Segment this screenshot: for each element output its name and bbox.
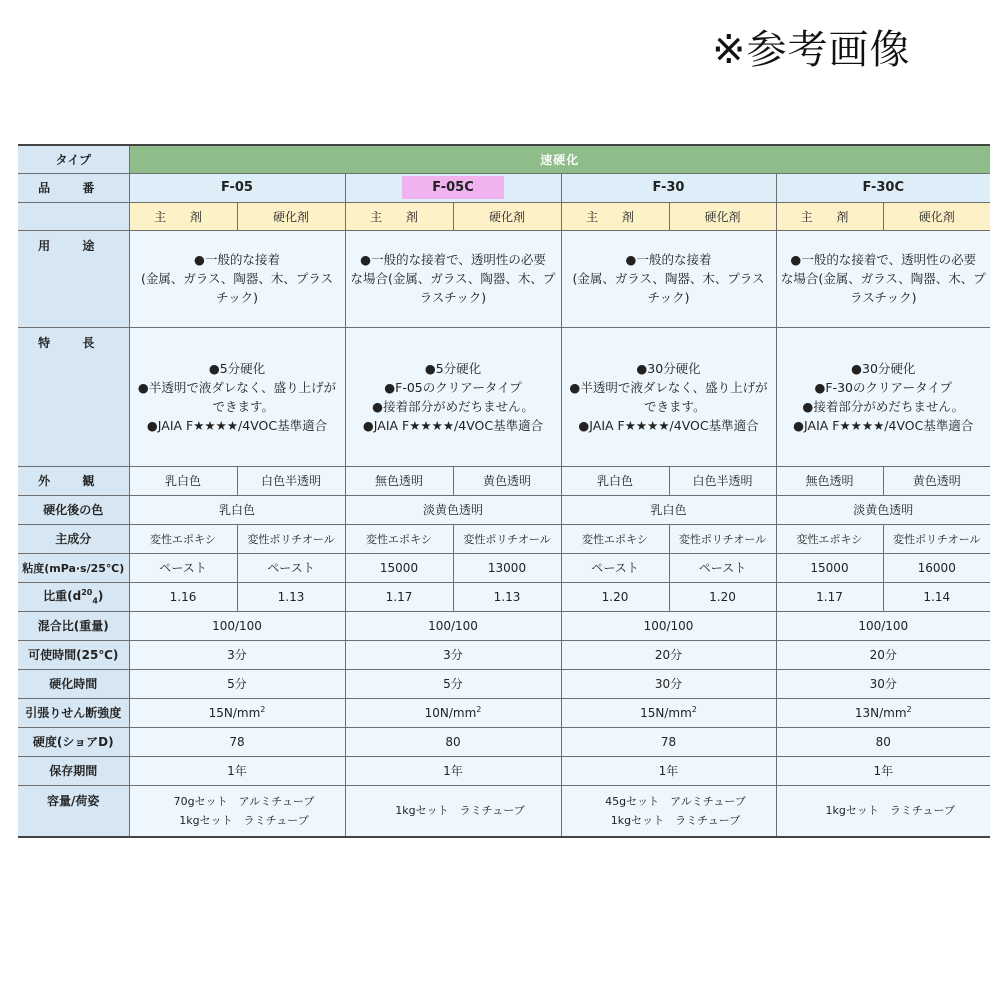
label-cure-time: 硬化時間	[18, 669, 129, 698]
tensile-value: $15N/mm^2$	[561, 698, 776, 727]
agent-main-label: 主 剤	[345, 202, 453, 230]
label-feature: 特 長	[18, 327, 129, 466]
appearance-value: 無色透明	[345, 466, 453, 495]
cured-color-value: 淡黄色透明	[345, 495, 561, 524]
component-value: 変性ポリチオール	[453, 524, 561, 553]
viscosity-value: ペースト	[129, 553, 237, 582]
package-text: 45gセット アルミチューブ 1kgセット ラミチューブ	[561, 785, 776, 837]
cured-color-value: 淡黄色透明	[776, 495, 990, 524]
product-code: F-30C	[776, 173, 990, 202]
row-main-component	[18, 524, 990, 553]
pot-life-value: 3分	[129, 640, 345, 669]
spec-table	[18, 144, 990, 838]
hardness-value: 80	[345, 727, 561, 756]
viscosity-value: 15000	[776, 553, 883, 582]
label-product: 品 番	[18, 173, 129, 202]
hardness-value: 78	[561, 727, 776, 756]
specific-gravity-value: 1.16	[129, 582, 237, 611]
label-mix-ratio: 混合比(重量)	[18, 611, 129, 640]
product-code: F-05	[129, 173, 345, 202]
component-value: 変性エポキシ	[129, 524, 237, 553]
feature-text: ●5分硬化 ●半透明で液ダレなく、盛り上げが できます。 ●JAIA F★★★★/4VOC基準適合	[129, 327, 345, 466]
cure-time-value: 5分	[129, 669, 345, 698]
storage-value: 1年	[776, 756, 990, 785]
reference-image-label: ※参考画像	[712, 27, 911, 73]
product-code	[345, 173, 561, 202]
specific-gravity-value: 1.20	[669, 582, 776, 611]
component-value: 変性ポリチオール	[669, 524, 776, 553]
label-type: タイプ	[18, 145, 129, 173]
viscosity-value: 13000	[453, 553, 561, 582]
mix-ratio-value: 100/100	[345, 611, 561, 640]
label-storage: 保存期間	[18, 756, 129, 785]
mix-ratio-value: 100/100	[776, 611, 990, 640]
feature-text: ●30分硬化 ●半透明で液ダレなく、盛り上げが できます。 ●JAIA F★★★★/4VOC基準適合	[561, 327, 776, 466]
feature-text: ●30分硬化 ●F-30のクリアータイプ ●接着部分がめだちません。 ●JAIA F★★★★/4VOC基準適合	[776, 327, 990, 466]
hardness-value: 78	[129, 727, 345, 756]
row-use	[18, 230, 990, 327]
appearance-value: 無色透明	[776, 466, 883, 495]
label-specific-gravity: 比重$(d^{20}_4)$	[18, 582, 129, 611]
label-tensile: 引張りせん断強度	[18, 698, 129, 727]
row-appearance	[18, 466, 990, 495]
type-value: 速硬化	[129, 145, 990, 173]
label-use: 用 途	[18, 230, 129, 327]
cure-time-value: 5分	[345, 669, 561, 698]
use-text: ●一般的な接着 (金属、ガラス、陶器、木、プラス チック)	[129, 230, 345, 327]
tensile-value: $10N/mm^2$	[345, 698, 561, 727]
row-cure-time	[18, 669, 990, 698]
row-specific-gravity	[18, 582, 990, 611]
label-package: 容量/荷姿	[18, 785, 129, 837]
cure-time-value: 30分	[776, 669, 990, 698]
component-value: 変性ポリチオール	[883, 524, 990, 553]
use-text: ●一般的な接着で、透明性の必要 な場合(金属、ガラス、陶器、木、プ ラスチック)	[776, 230, 990, 327]
pot-life-value: 3分	[345, 640, 561, 669]
package-text: 1kgセット ラミチューブ	[345, 785, 561, 837]
mix-ratio-value: 100/100	[129, 611, 345, 640]
appearance-value: 白色半透明	[237, 466, 345, 495]
specific-gravity-value: 1.14	[883, 582, 990, 611]
specific-gravity-value: 1.17	[776, 582, 883, 611]
component-value: 変性エポキシ	[561, 524, 669, 553]
row-pot-life	[18, 640, 990, 669]
label-pot-life: 可使時間(25℃)	[18, 640, 129, 669]
label-hardness: 硬度(ショアD)	[18, 727, 129, 756]
row-tensile	[18, 698, 990, 727]
pot-life-value: 20分	[561, 640, 776, 669]
product-code-highlighted: F-05C	[402, 176, 504, 199]
row-feature	[18, 327, 990, 466]
specific-gravity-value: 1.20	[561, 582, 669, 611]
agent-hardener-label: 硬化剤	[669, 202, 776, 230]
row-cured-color	[18, 495, 990, 524]
feature-text: ●5分硬化 ●F-05のクリアータイプ ●接着部分がめだちません。 ●JAIA F★★★★/4VOC基準適合	[345, 327, 561, 466]
viscosity-value: ペースト	[669, 553, 776, 582]
specific-gravity-value: 1.13	[237, 582, 345, 611]
package-text: 70gセット アルミチューブ 1kgセット ラミチューブ	[129, 785, 345, 837]
cured-color-value: 乳白色	[129, 495, 345, 524]
tensile-value: $13N/mm^2$	[776, 698, 990, 727]
appearance-value: 乳白色	[129, 466, 237, 495]
agent-main-label: 主 剤	[776, 202, 883, 230]
component-value: 変性エポキシ	[776, 524, 883, 553]
package-text: 1kgセット ラミチューブ	[776, 785, 990, 837]
row-hardness	[18, 727, 990, 756]
component-value: 変性ポリチオール	[237, 524, 345, 553]
mix-ratio-value: 100/100	[561, 611, 776, 640]
row-storage	[18, 756, 990, 785]
label-main-component: 主成分	[18, 524, 129, 553]
agent-main-label: 主 剤	[129, 202, 237, 230]
cure-time-value: 30分	[561, 669, 776, 698]
use-text: ●一般的な接着で、透明性の必要 な場合(金属、ガラス、陶器、木、プ ラスチック)	[345, 230, 561, 327]
row-viscosity	[18, 553, 990, 582]
label-viscosity	[18, 553, 129, 582]
hardness-value: 80	[776, 727, 990, 756]
appearance-value: 乳白色	[561, 466, 669, 495]
agent-hardener-label: 硬化剤	[453, 202, 561, 230]
viscosity-value: ペースト	[237, 553, 345, 582]
tensile-value: $15N/mm^2$	[129, 698, 345, 727]
cured-color-value: 乳白色	[561, 495, 776, 524]
storage-value: 1年	[129, 756, 345, 785]
row-product	[18, 173, 990, 202]
row-agent	[18, 202, 990, 230]
product-code: F-30	[561, 173, 776, 202]
appearance-value: 白色半透明	[669, 466, 776, 495]
agent-hardener-label: 硬化剤	[883, 202, 990, 230]
component-value: 変性エポキシ	[345, 524, 453, 553]
viscosity-value: 15000	[345, 553, 453, 582]
specific-gravity-value: 1.13	[453, 582, 561, 611]
appearance-value: 黄色透明	[453, 466, 561, 495]
specific-gravity-value: 1.17	[345, 582, 453, 611]
storage-value: 1年	[345, 756, 561, 785]
label-empty	[18, 202, 129, 230]
label-viscosity-text: 粘度(mPa·s/25℃)	[22, 561, 125, 575]
row-type	[18, 145, 990, 173]
label-cured-color: 硬化後の色	[18, 495, 129, 524]
viscosity-value: 16000	[883, 553, 990, 582]
row-mix-ratio	[18, 611, 990, 640]
label-appearance: 外 観	[18, 466, 129, 495]
agent-main-label: 主 剤	[561, 202, 669, 230]
pot-life-value: 20分	[776, 640, 990, 669]
storage-value: 1年	[561, 756, 776, 785]
appearance-value: 黄色透明	[883, 466, 990, 495]
viscosity-value: ペースト	[561, 553, 669, 582]
use-text: ●一般的な接着 (金属、ガラス、陶器、木、プラス チック)	[561, 230, 776, 327]
row-package	[18, 785, 990, 837]
agent-hardener-label: 硬化剤	[237, 202, 345, 230]
